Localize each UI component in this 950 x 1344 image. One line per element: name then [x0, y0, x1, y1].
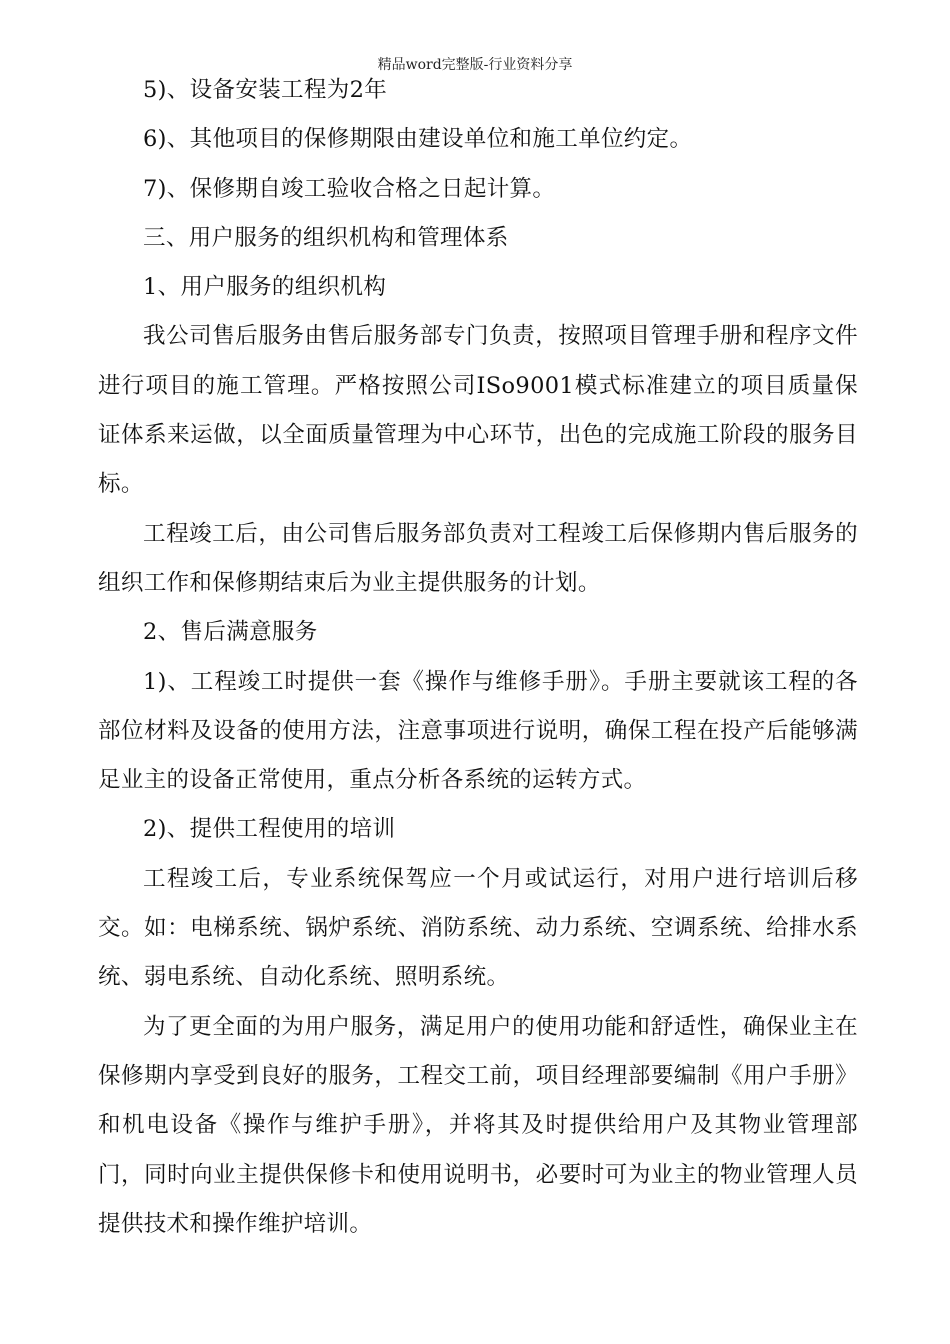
subsection-heading-organization: 1、用户服务的组织机构 [143, 274, 387, 301]
paragraph-warranty-equipment: 5)、设备安装工程为2年 [143, 77, 388, 103]
paragraph-warranty-other: 6)、其他项目的保修期限由建设单位和施工单位约定。 [143, 126, 693, 153]
document-body [98, 66, 858, 1249]
paragraph-warranty-start: 7)、保修期自竣工验收合格之日起计算。 [143, 175, 556, 202]
page-header: 精品word完整版-行业资料分享 [377, 57, 573, 73]
section-heading-service-organization: 三、用户服务的组织机构和管理体系 [143, 224, 509, 251]
paragraph-training-details: 工程竣工后，专业系统保驾应一个月或试运行，对用户进行培训后移交。如：电梯系统、锅炉系统、消防系统、动力系统、空调系统、给排水系统、弱电系统、自动化系统、照明系统。 [98, 865, 858, 991]
paragraph-post-completion-duty: 工程竣工后，由公司售后服务部负责对工程竣工后保修期内售后服务的组织工作和保修期结束后为业主提供服务的计划。 [98, 520, 858, 596]
paragraph-user-manual: 为了更全面的为用户服务，满足用户的使用功能和舒适性，确保业主在保修期内享受到良好的服务，工程交工前，项目经理部要编制《用户手册》和机电设备《操作与维护手册》，并将其及时提供给用户及其物业管理部门，同时向业主提供保修卡和使用说明书，必要时可为业主的物业管理人员提供技术和操作维护培训。 [98, 1013, 858, 1237]
paragraph-training-heading: 2)、提供工程使用的培训 [143, 816, 396, 843]
paragraph-after-sales-department: 我公司售后服务由售后服务部专门负责，按照项目管理手册和程序文件进行项目的施工管理。严格按照公司ISo9001模式标准建立的项目质量保证体系来运做，以全面质量管理为中心环节，出色的完成施工阶段的服务目标。 [98, 323, 858, 498]
subsection-heading-satisfaction: 2、售后满意服务 [143, 619, 318, 646]
paragraph-manual-delivery: 1)、工程竣工时提供一套《操作与维修手册》。手册主要就该工程的各部位材料及设备的使用方法，注意事项进行说明，确保工程在投产后能够满足业主的设备正常使用，重点分析各系统的运转方式。 [98, 668, 858, 794]
